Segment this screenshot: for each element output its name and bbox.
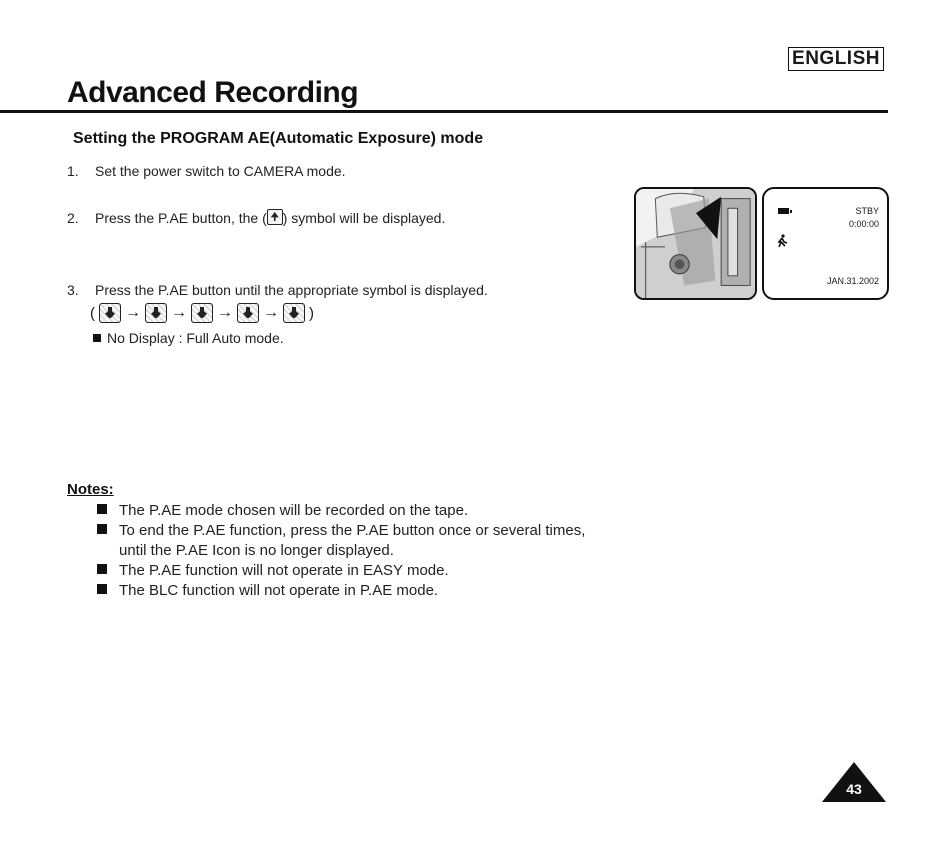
- bullet-square-icon: [97, 584, 107, 594]
- step-number: 1.: [67, 163, 79, 179]
- page-number: 43: [846, 781, 862, 797]
- note-text: The P.AE mode chosen will be recorded on the tape.: [119, 502, 469, 519]
- page-title: Advanced Recording: [67, 76, 359, 109]
- section-heading: Setting the PROGRAM AE(Automatic Exposure) mode: [73, 130, 484, 147]
- note-text: The BLC function will not operate in P.AE mode.: [119, 582, 439, 599]
- viewfinder-counter: 0:00:00: [848, 219, 879, 229]
- portrait-mode-icon: [145, 303, 167, 323]
- arrow-right-icon: →: [217, 304, 233, 321]
- no-display-text: No Display : Full Auto mode.: [107, 330, 284, 346]
- page-number-badge: [822, 762, 886, 802]
- high-speed-shutter-icon: [283, 303, 305, 323]
- sequence-close-paren: ): [309, 304, 314, 322]
- step-1: [67, 163, 346, 179]
- step-3: [67, 282, 488, 298]
- step-text: Set the power switch to CAMERA mode.: [95, 163, 346, 179]
- sequence-open-paren: (: [90, 304, 95, 322]
- bullet-square-icon: [97, 524, 107, 534]
- step-text-after: ) symbol will be displayed.: [282, 210, 446, 226]
- note-item: [97, 502, 468, 519]
- arrow-right-icon: →: [263, 304, 279, 321]
- note-item: [97, 582, 438, 599]
- battery-icon: [778, 208, 789, 214]
- notes-heading: Notes:: [67, 481, 114, 498]
- step-number: 2.: [67, 210, 79, 226]
- language-badge: ENGLISH: [788, 47, 884, 71]
- bullet-square-icon: [93, 334, 101, 342]
- camcorder-illustration: [634, 187, 757, 300]
- viewfinder-display: [762, 187, 889, 300]
- step-text-before: Press the P.AE button, the (: [95, 210, 267, 226]
- arrow-right-icon: →: [125, 304, 141, 321]
- sand-snow-mode-icon: [237, 303, 259, 323]
- note-continuation: until the P.AE Icon is no longer displayed.: [119, 542, 394, 559]
- note-text: The P.AE function will not operate in EASY mode.: [119, 562, 449, 579]
- step-number: 3.: [67, 282, 79, 298]
- viewfinder-status: STBY: [855, 206, 879, 216]
- sports-mode-icon: [267, 209, 283, 225]
- step-2: [67, 209, 445, 226]
- note-item: [97, 562, 449, 579]
- title-divider: [0, 110, 888, 113]
- arrow-right-icon: →: [171, 304, 187, 321]
- bullet-square-icon: [97, 504, 107, 514]
- no-display-note: [93, 330, 284, 346]
- sports-mode-icon: [99, 303, 121, 323]
- note-text: To end the P.AE function, press the P.AE button once or several times,: [119, 522, 586, 539]
- viewfinder-date: JAN.31.2002: [826, 276, 879, 286]
- spotlight-mode-icon: [191, 303, 213, 323]
- sports-mode-icon: [776, 234, 788, 248]
- pae-mode-sequence: [90, 303, 314, 323]
- note-item: [97, 522, 585, 539]
- step-text: Press the P.AE button until the appropriate symbol is displayed.: [95, 282, 488, 298]
- bullet-square-icon: [97, 564, 107, 574]
